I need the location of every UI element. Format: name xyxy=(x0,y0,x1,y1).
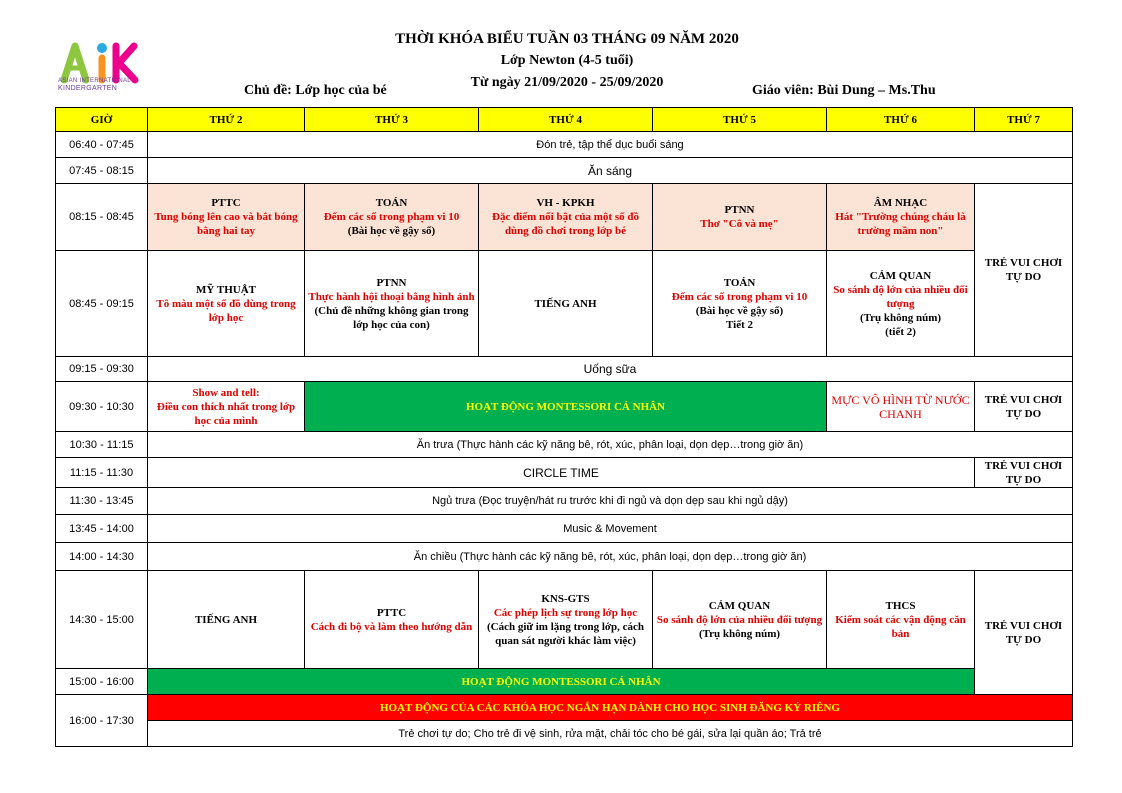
time-cell: 16:00 - 17:30 xyxy=(56,695,148,747)
time-cell: 08:45 - 09:15 xyxy=(56,251,148,357)
table-row xyxy=(56,695,1073,721)
table-row xyxy=(56,721,1073,747)
lesson-note: (tiết 2) xyxy=(885,325,916,338)
col-header-tue: THỨ 3 xyxy=(305,108,479,132)
lesson-desc: So sánh độ lớn của nhiều đối tượng xyxy=(833,283,968,310)
col-header-wed: THỨ 4 xyxy=(479,108,653,132)
lesson-title: VH - KPKH xyxy=(536,197,595,209)
activity-cell: Trẻ chơi tự do; Cho trẻ đi vệ sinh, rửa mặt, chải tóc cho bé gái, sửa lại quần áo; Trả trẻ xyxy=(148,721,1073,747)
col-header-mon: THỨ 2 xyxy=(148,108,305,132)
lesson-title: TIẾNG ANH xyxy=(534,297,597,310)
col-header-sat: THỨ 7 xyxy=(975,108,1073,132)
free-play-cell: TRẺ VUI CHƠI TỰ DO xyxy=(975,458,1073,488)
activity-cell: Đón trẻ, tập thể dục buổi sáng xyxy=(148,132,1073,158)
lesson-note: Tiết 2 xyxy=(726,318,753,331)
table-row xyxy=(56,543,1073,571)
lesson-desc: Kiểm soát các vận động căn bản xyxy=(835,613,966,640)
time-cell: 07:45 - 08:15 xyxy=(56,158,148,184)
lesson-title: TOÁN xyxy=(723,276,756,289)
lesson-desc: Thực hành hội thoại bằng hình ảnh xyxy=(308,290,475,303)
lesson-desc: Cách đi bộ và làm theo hướng dẫn xyxy=(310,620,473,633)
table-row xyxy=(56,571,1073,669)
lesson-cell xyxy=(305,571,479,669)
lesson-title: PTNN xyxy=(376,276,407,289)
lesson-title: TOÁN xyxy=(375,197,408,209)
activity-cell: Ngủ trưa (Đọc truyện/hát ru trước khi đi ngủ và dọn dẹp sau khi ngủ dậy) xyxy=(148,488,1073,515)
time-cell: 09:15 - 09:30 xyxy=(56,357,148,382)
lesson-cell xyxy=(148,571,305,669)
lesson-cell xyxy=(148,184,305,251)
table-row xyxy=(56,132,1073,158)
lesson-cell xyxy=(305,184,479,251)
teacher: Giáo viên: Bùi Dung – Ms.Thu xyxy=(752,83,936,98)
lesson-title: MỸ THUẬT xyxy=(196,283,256,296)
lesson-cell xyxy=(827,251,975,357)
lesson-note: (Cách giữ im lặng trong lớp, cách quan sát người khác làm việc) xyxy=(486,620,645,647)
time-cell: 11:15 - 11:30 xyxy=(56,458,148,488)
time-cell: 14:30 - 15:00 xyxy=(56,571,148,669)
lesson-cell xyxy=(148,382,305,432)
lesson-title: KNS-GTS xyxy=(541,592,590,605)
lesson-title: CẢM QUAN xyxy=(708,599,771,612)
lesson-desc: Đặc điểm nổi bật của một số đồ dùng đồ chơi trong lớp bé xyxy=(492,211,639,237)
time-cell: 08:15 - 08:45 xyxy=(56,184,148,251)
lesson-desc: Đếm các số trong phạm vi 10 xyxy=(671,290,808,303)
montessori-cell: HOẠT ĐỘNG MONTESSORI CÁ NHÂN xyxy=(305,382,827,432)
lesson-cell xyxy=(653,571,827,669)
lesson-cell xyxy=(479,251,653,357)
activity-cell: Ăn trưa (Thực hành các kỹ năng bê, rót, xúc, phân loại, dọn dẹp…trong giờ ăn) xyxy=(148,432,1073,458)
free-play-cell: TRẺ VUI CHƠI TỰ DO xyxy=(975,382,1073,432)
lesson-cell xyxy=(148,251,305,357)
table-row xyxy=(56,357,1073,382)
activity-cell: Music & Movement xyxy=(148,515,1073,543)
table-row xyxy=(56,432,1073,458)
lesson-title: Show and tell: xyxy=(192,386,260,399)
lesson-desc: MỰC VÔ HÌNH TỪ NƯỚC CHANH xyxy=(831,392,970,421)
table-row xyxy=(56,458,1073,488)
lesson-desc: Điều con thích nhất trong lớp học của mình xyxy=(156,400,296,427)
activity-cell: Uống sữa xyxy=(148,357,1073,382)
table-row xyxy=(56,382,1073,432)
lesson-cell xyxy=(479,571,653,669)
lesson-title: PTTC xyxy=(376,606,407,619)
time-cell: 09:30 - 10:30 xyxy=(56,382,148,432)
date-range: Từ ngày 21/09/2020 - 25/09/2020 xyxy=(470,75,664,90)
time-cell: 06:40 - 07:45 xyxy=(56,132,148,158)
time-cell: 14:00 - 14:30 xyxy=(56,543,148,571)
lesson-title: PTTC xyxy=(211,197,241,209)
lesson-desc: Thơ "Cô và mẹ" xyxy=(700,218,779,230)
time-cell: 15:00 - 16:00 xyxy=(56,669,148,695)
lesson-note: (Trụ không núm) xyxy=(698,627,781,640)
lesson-title: PTNN xyxy=(724,204,755,216)
lesson-desc: Tô màu một số đồ dùng trong lớp học xyxy=(156,297,296,324)
free-play-cell: TRẺ VUI CHƠI TỰ DO xyxy=(975,571,1073,695)
activity-cell: Ăn sáng xyxy=(148,158,1073,184)
lesson-desc: So sánh độ lớn của nhiều đối tượng xyxy=(656,613,823,626)
lesson-cell xyxy=(305,251,479,357)
lesson-desc: Các phép lịch sự trong lớp học xyxy=(493,606,638,619)
lesson-note: (Bài học về gậy số) xyxy=(695,304,784,317)
lesson-desc: Đếm các số trong phạm vi 10 xyxy=(323,211,460,223)
lesson-cell xyxy=(827,184,975,251)
table-row xyxy=(56,515,1073,543)
timetable xyxy=(55,107,1073,747)
time-cell: 10:30 - 11:15 xyxy=(56,432,148,458)
schedule-title: THỜI KHÓA BIỂU TUẦN 03 THÁNG 09 NĂM 2020 xyxy=(395,31,739,47)
lesson-note: (Bài học về gậy số) xyxy=(347,225,436,237)
short-courses-cell: HOẠT ĐỘNG CỦA CÁC KHÓA HỌC NGẮN HẠN DÀNH CHO HỌC SINH ĐĂNG KÝ RIÊNG xyxy=(148,695,1073,721)
lesson-desc: Hát "Trường chúng cháu là trường mầm non" xyxy=(835,211,966,237)
montessori-cell: HOẠT ĐỘNG MONTESSORI CÁ NHÂN xyxy=(148,669,975,695)
lesson-title: TIẾNG ANH xyxy=(194,613,258,626)
lesson-cell xyxy=(653,184,827,251)
time-cell: 11:30 - 13:45 xyxy=(56,488,148,515)
lesson-title: ÂM NHẠC xyxy=(873,197,928,209)
lesson-cell xyxy=(479,184,653,251)
class-name: Lớp Newton (4-5 tuổi) xyxy=(500,53,634,68)
table-row xyxy=(56,669,1073,695)
col-header-time: GIỜ xyxy=(56,108,148,132)
lesson-title: THCS xyxy=(885,599,916,612)
lesson-cell xyxy=(827,382,975,432)
table-row xyxy=(56,158,1073,184)
free-play-cell: TRẺ VUI CHƠI TỰ DO xyxy=(975,184,1073,357)
table-row xyxy=(56,184,1073,251)
table-row xyxy=(56,488,1073,515)
table-row xyxy=(56,251,1073,357)
header-row xyxy=(56,108,1073,132)
lesson-desc: Tung bóng lên cao và bắt bóng bằng hai tay xyxy=(154,211,298,237)
time-cell: 13:45 - 14:00 xyxy=(56,515,148,543)
lesson-cell xyxy=(653,251,827,357)
activity-cell: Ăn chiều (Thực hành các kỹ năng bê, rót, xúc, phân loại, dọn dẹp…trong giờ ăn) xyxy=(148,543,1073,571)
activity-cell: CIRCLE TIME xyxy=(148,458,975,488)
lesson-cell xyxy=(827,571,975,669)
lesson-note: (Chủ đề những không gian trong lớp học của con) xyxy=(314,304,469,331)
topic: Chủ đề: Lớp học của bé xyxy=(244,83,387,98)
col-header-thu: THỨ 5 xyxy=(653,108,827,132)
lesson-note: (Trụ không núm) xyxy=(859,311,942,324)
col-header-fri: THỨ 6 xyxy=(827,108,975,132)
lesson-title: CẢM QUAN xyxy=(869,269,932,282)
logo-subtitle: ASIAN INTERNATIONAL KINDERGARTEN xyxy=(58,78,131,92)
